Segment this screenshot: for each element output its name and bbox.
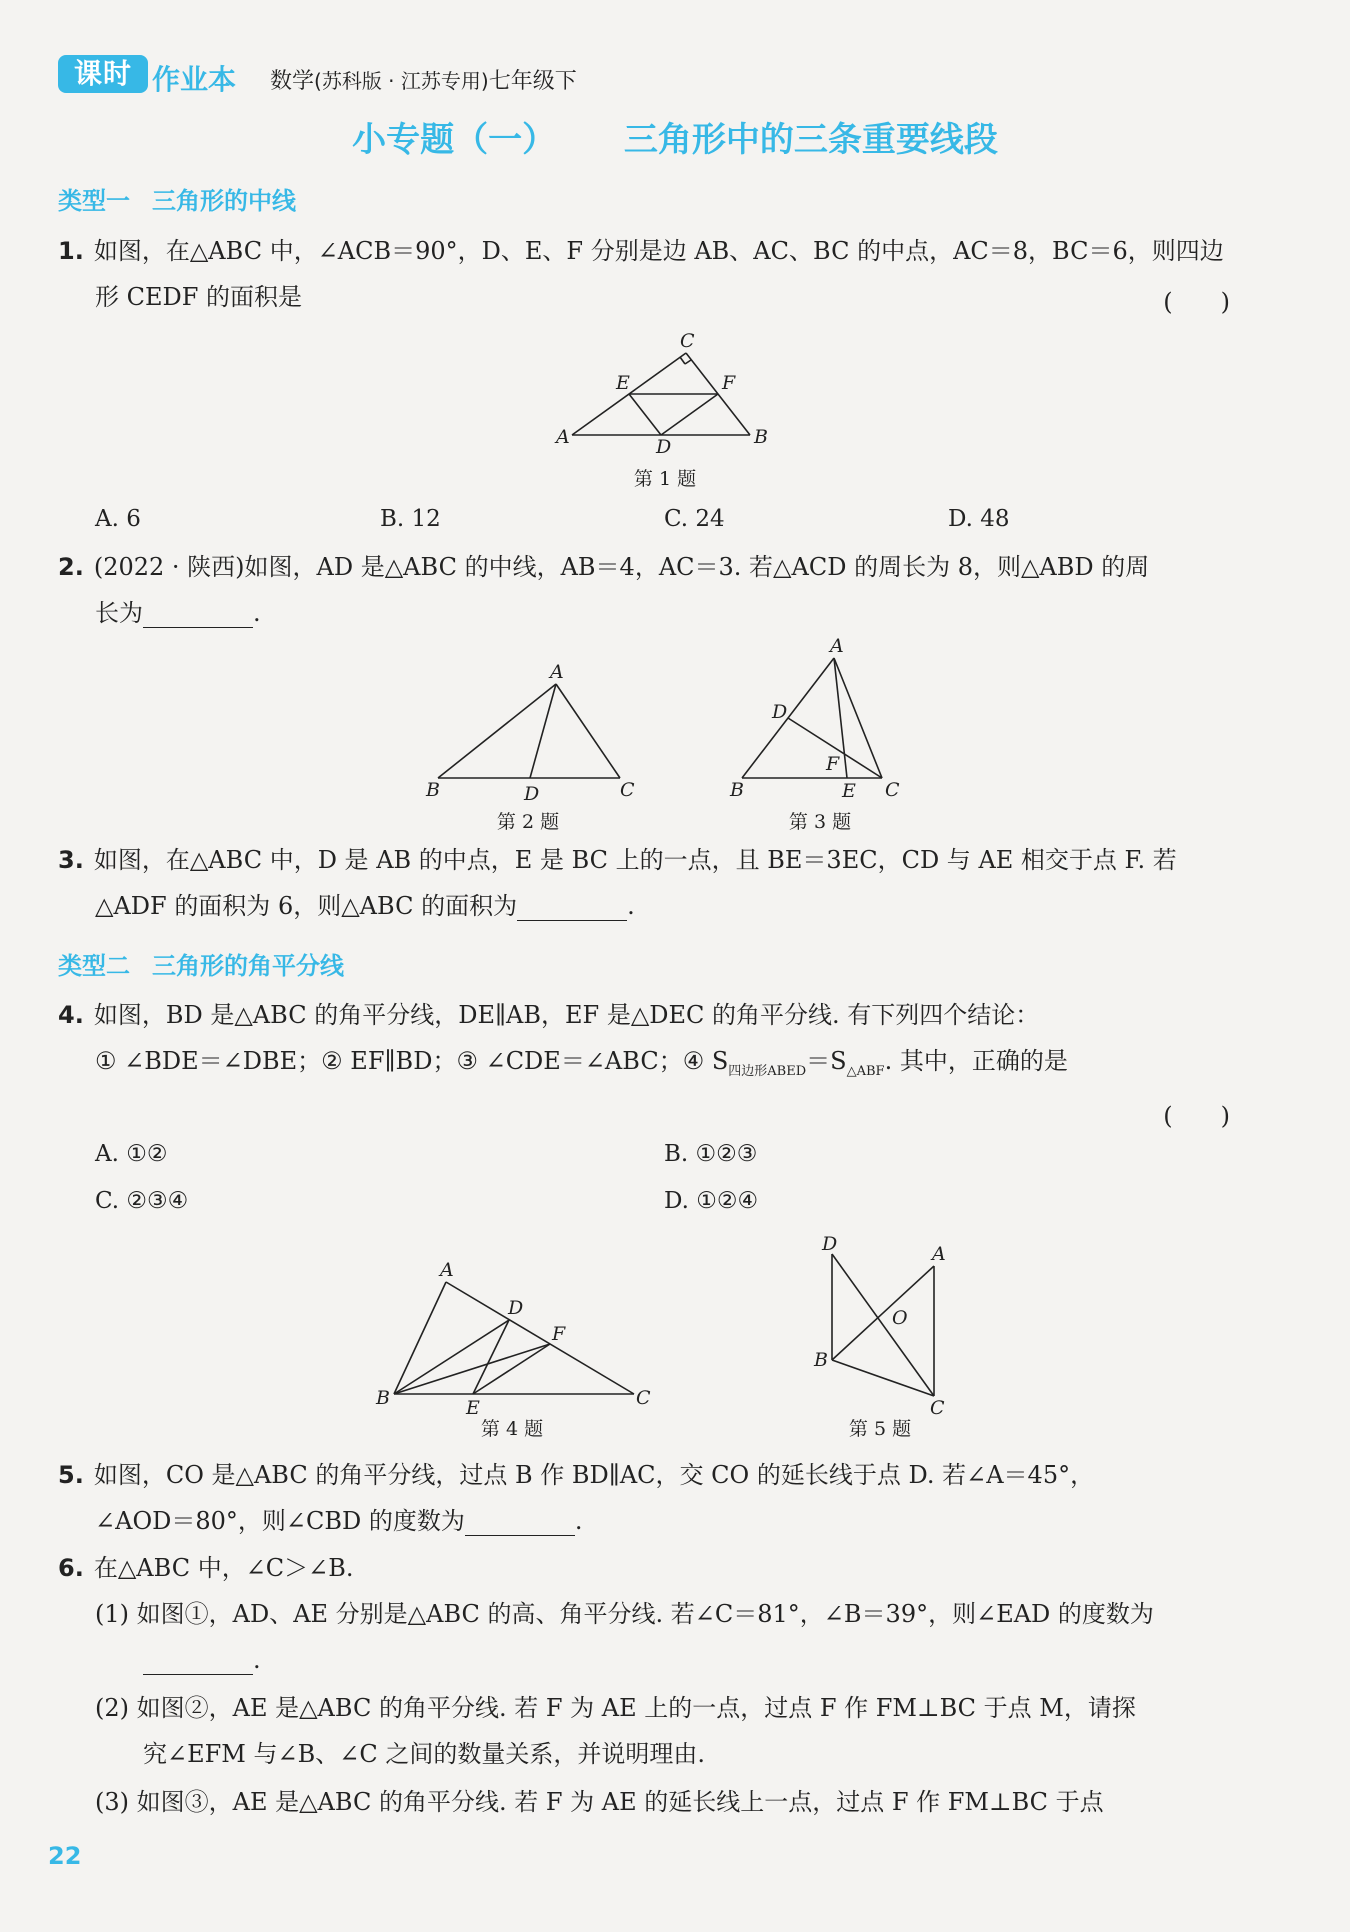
q3-line1 [58, 845, 1177, 875]
label-e: E [842, 780, 856, 802]
q3-text: △ADF 的面积为 6，则△ABC 的面积为 [95, 892, 518, 920]
section-label: 类型二 [58, 952, 130, 980]
segment-bc [832, 1360, 934, 1396]
q6-part1-line1: (1) 如图①，AD、AE 分别是△ABC 的高、角平分线. 若∠C＝81°，∠B＝39°，则∠EAD 的度数为 [95, 1600, 1154, 1628]
period: . [574, 1507, 583, 1535]
q6-part2-line1: (2) 如图②，AE 是△ABC 的角平分线. 若 F 为 AE 上的一点，过点 F 作 FM⊥BC 于点 M，请探 [95, 1694, 1136, 1722]
q4-figure [372, 1258, 662, 1418]
label-e: E [616, 372, 630, 394]
question-number: 4. [58, 1001, 84, 1029]
q5-text: ∠AOD＝80°，则∠CBD 的度数为 [95, 1507, 465, 1535]
page-title [0, 112, 1350, 161]
subscript: 四边形ABED [728, 1063, 807, 1079]
question-number: 1. [58, 237, 84, 265]
book-subject: 数学 [270, 69, 315, 94]
label-a: A [830, 635, 844, 657]
segment-dc [832, 1254, 934, 1396]
q2-line1 [58, 552, 1149, 582]
label-b: B [730, 779, 744, 801]
brand-logo: 课时 [58, 55, 148, 93]
segment-fd [661, 394, 718, 435]
label-b: B [426, 779, 440, 801]
label-a: A [932, 1243, 946, 1265]
label-c: C [680, 330, 695, 352]
q6-text: 在△ABC 中，∠C＞∠B. [93, 1554, 354, 1582]
q4-text: ① ∠BDE＝∠DBE；② EF∥BD；③ ∠CDE＝∠ABC；④ S [95, 1047, 729, 1075]
book-grade: 七年级下 [488, 69, 577, 94]
q6-part3-line1: (3) 如图③，AE 是△ABC 的角平分线. 若 F 为 AE 的延长线上一点，过点 F 作 FM⊥BC 于点 [95, 1788, 1104, 1816]
q4-line1 [58, 1000, 1039, 1030]
answer-paren: ( ) [1163, 1102, 1230, 1130]
answer-blank[interactable] [517, 898, 627, 921]
right-angle-mark [680, 357, 685, 364]
brand-name: 作业本 [152, 63, 237, 96]
q4-text: . 其中，正确的是 [884, 1047, 1068, 1075]
q4-line2 [95, 1046, 1068, 1087]
label-f: F [552, 1323, 566, 1345]
section-label: 类型一 [58, 187, 130, 215]
segment-ab [832, 1266, 934, 1360]
segment-ab [438, 684, 556, 778]
q4-option-d: D. ①②④ [664, 1188, 759, 1214]
q5-caption: 第 5 题 [848, 1418, 912, 1440]
segment-ac [446, 1282, 634, 1394]
label-f: F [722, 372, 736, 394]
q4-text: 如图，BD 是△ABC 的角平分线，DE∥AB，EF 是△DEC 的角平分线. 有下列四个结论： [93, 1001, 1040, 1029]
q6-line1 [58, 1553, 354, 1583]
q1-line1 [58, 236, 1224, 266]
q1-line2: 形 CEDF 的面积是 [95, 283, 303, 311]
q5-text: 如图，CO 是△ABC 的角平分线，过点 B 作 BD∥AC，交 CO 的延长线于点 D. 若∠A＝45°， [93, 1461, 1095, 1489]
question-number: 2. [58, 553, 84, 581]
right-angle-mark [685, 360, 691, 364]
label-d: D [524, 783, 540, 805]
label-a: A [440, 1259, 454, 1281]
q2-caption: 第 2 题 [496, 811, 560, 833]
subscript: △ABF [846, 1063, 885, 1079]
page-number: 22 [48, 1842, 82, 1870]
segment-ad [530, 684, 556, 778]
label-c: C [636, 1387, 651, 1409]
answer-blank[interactable] [143, 1652, 253, 1675]
q2-line2 [95, 598, 261, 628]
page-title-right: 三角形中的三条重要线段 [623, 120, 998, 160]
label-o: O [892, 1307, 908, 1329]
section-name: 三角形的角平分线 [152, 952, 344, 980]
answer-blank[interactable] [143, 605, 253, 628]
label-b: B [376, 1387, 390, 1409]
q1-option-c: C. 24 [664, 506, 725, 532]
book-edition: (苏科版 · 江苏专用) [314, 69, 489, 93]
q4-caption: 第 4 题 [480, 1418, 544, 1440]
q1-caption: 第 1 题 [633, 468, 697, 490]
label-b: B [814, 1349, 828, 1371]
book-info [270, 64, 577, 95]
q1-option-b: B. 12 [380, 506, 441, 532]
label-e: E [466, 1397, 480, 1419]
q1-text: 如图，在△ABC 中，∠ACB＝90°，D、E、F 分别是边 AB、AC、BC 的中点，AC＝8，BC＝6，则四边 [93, 237, 1224, 265]
q1-figure [550, 325, 780, 458]
section-name: 三角形的中线 [152, 187, 296, 215]
page-title-left: 小专题（一） [352, 120, 557, 160]
label-c: C [885, 779, 900, 801]
q5-line2 [95, 1506, 583, 1536]
q3-line2 [95, 891, 635, 921]
label-d: D [772, 701, 788, 723]
q2-figure [418, 660, 648, 810]
q6-part2-line2: 究∠EFM 与∠B、∠C 之间的数量关系，并说明理由. [143, 1740, 705, 1768]
q1-option-d: D. 48 [948, 506, 1010, 532]
period: . [627, 892, 635, 920]
label-a: A [550, 661, 564, 683]
label-d: D [656, 436, 672, 458]
q3-figure [730, 635, 920, 808]
label-c: C [930, 1397, 945, 1419]
q4-text: ＝S [806, 1047, 847, 1075]
question-number: 3. [58, 846, 84, 874]
section-title-1 [58, 181, 296, 216]
q5-figure [808, 1232, 978, 1422]
q2-text: 长为 [95, 599, 143, 627]
period: . [253, 599, 261, 627]
q1-option-a: A. 6 [95, 506, 141, 532]
q3-text: 如图，在△ABC 中，D 是 AB 的中点，E 是 BC 上的一点，且 BE＝3EC，CD 与 AE 相交于点 F. 若 [93, 846, 1177, 874]
answer-blank[interactable] [465, 1513, 575, 1536]
label-f: F [826, 753, 840, 775]
section-title-2 [58, 946, 344, 981]
q6-part1-line2 [143, 1645, 261, 1675]
label-d: D [822, 1233, 838, 1255]
question-number: 5. [58, 1461, 84, 1489]
q4-option-c: C. ②③④ [95, 1188, 189, 1214]
question-number: 6. [58, 1554, 84, 1582]
q2-text: (2022 · 陕西)如图，AD 是△ABC 的中线，AB＝4，AC＝3. 若△ACD 的周长为 8，则△ABD 的周 [93, 553, 1150, 581]
q3-caption: 第 3 题 [788, 811, 852, 833]
label-a: A [556, 426, 570, 448]
answer-paren: ( ) [1163, 288, 1230, 316]
period: . [253, 1646, 261, 1674]
label-b: B [754, 426, 768, 448]
q5-line1 [58, 1460, 1094, 1490]
label-c: C [620, 779, 635, 801]
segment-bf [394, 1344, 550, 1394]
q4-option-b: B. ①②③ [664, 1141, 758, 1167]
q4-option-a: A. ①② [95, 1141, 168, 1167]
segment-ed [629, 394, 661, 435]
segment-ac [556, 684, 620, 778]
label-d: D [508, 1297, 524, 1319]
